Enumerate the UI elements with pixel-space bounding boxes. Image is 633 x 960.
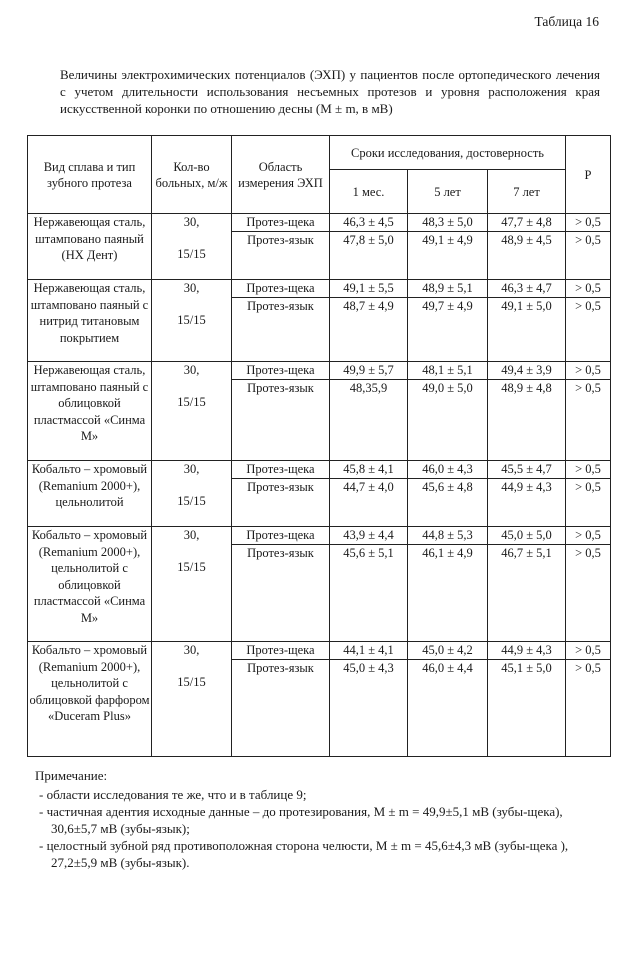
- value-5-years-line: 46,0 ± 4,4: [422, 661, 473, 675]
- header-terms: Сроки исследования, достоверность: [330, 136, 566, 170]
- value-1-month-line: 44,7 ± 4,0: [343, 480, 394, 494]
- area-cell: [232, 642, 330, 757]
- table-row: [28, 461, 611, 527]
- patient-count-total: 30,: [183, 643, 200, 657]
- value-7-years: [488, 214, 566, 280]
- value-7-years-line: 45,5 ± 4,7: [488, 461, 565, 479]
- value-1-month: [330, 642, 408, 757]
- value-5-years-line: 49,0 ± 5,0: [422, 381, 473, 395]
- area-cell-line: Протез-щека: [232, 527, 329, 545]
- value-1-month-line: 49,9 ± 5,7: [330, 362, 407, 380]
- value-5-years-line: 46,1 ± 4,9: [422, 546, 473, 560]
- p-value-cell-line: > 0,5: [575, 546, 601, 560]
- patient-count-total: 30,: [183, 462, 200, 476]
- value-1-month: [330, 280, 408, 362]
- value-1-month-line: 47,8 ± 5,0: [343, 233, 394, 247]
- p-value-cell-line: > 0,5: [575, 299, 601, 313]
- value-5-years-line: 44,8 ± 5,3: [408, 527, 487, 545]
- p-value-cell-line: > 0,5: [575, 233, 601, 247]
- p-value-cell-line: > 0,5: [566, 527, 610, 545]
- area-cell-line: Протез-щека: [232, 280, 329, 298]
- value-1-month-line: 43,9 ± 4,4: [330, 527, 407, 545]
- value-1-month-line: 46,3 ± 4,5: [330, 214, 407, 232]
- value-7-years-line: 48,9 ± 4,5: [501, 233, 552, 247]
- p-value-cell: [566, 461, 611, 527]
- value-1-month: [330, 527, 408, 642]
- area-cell: [232, 280, 330, 362]
- value-7-years-line: 46,3 ± 4,7: [488, 280, 565, 298]
- table-row: [28, 280, 611, 362]
- area-cell-line: Протез-щека: [232, 362, 329, 380]
- table-caption: Величины электрохимических потенциалов (ЭХП) у пациентов после ортопедического лечения с учетом длительности использования несъемных протезов и уровня расположения края искусственной коронки по отношению десны (M ± m, в мВ): [60, 67, 600, 116]
- value-5-years: [408, 362, 488, 461]
- header-count: Кол-во больных, м/ж: [152, 136, 232, 214]
- alloy-cell: Кобальто – хромовый (Remanium 2000+), цельнолитой с облицовкой фарфором «Duceram Plus»: [28, 642, 152, 757]
- patient-count-cell: [152, 214, 232, 280]
- table-row: [28, 214, 611, 280]
- value-7-years-line: 48,9 ± 4,8: [501, 381, 552, 395]
- area-cell-line: Протез-язык: [247, 233, 314, 247]
- p-value-cell-line: > 0,5: [566, 214, 610, 232]
- value-7-years-line: 44,9 ± 4,3: [501, 480, 552, 494]
- area-cell-line: Протез-щека: [232, 461, 329, 479]
- p-value-cell-line: > 0,5: [575, 381, 601, 395]
- value-5-years: [408, 461, 488, 527]
- value-7-years-line: 45,1 ± 5,0: [501, 661, 552, 675]
- patient-count-cell: [152, 527, 232, 642]
- value-7-years-line: 45,0 ± 5,0: [488, 527, 565, 545]
- value-7-years-line: 47,7 ± 4,8: [488, 214, 565, 232]
- value-7-years: [488, 461, 566, 527]
- value-1-month: [330, 461, 408, 527]
- value-5-years-line: 49,1 ± 4,9: [422, 233, 473, 247]
- alloy-cell: Нержавеющая сталь, штамповано паяный с нитрид титановым покрытием: [28, 280, 152, 362]
- patient-count-cell: [152, 461, 232, 527]
- area-cell-line: Протез-язык: [247, 661, 314, 675]
- area-cell: [232, 362, 330, 461]
- value-5-years-line: 46,0 ± 4,3: [408, 461, 487, 479]
- patient-count-total: 30,: [183, 363, 200, 377]
- value-1-month-line: 45,8 ± 4,1: [330, 461, 407, 479]
- value-5-years-line: 48,3 ± 5,0: [408, 214, 487, 232]
- value-5-years: [408, 642, 488, 757]
- value-7-years-line: 46,7 ± 5,1: [501, 546, 552, 560]
- patient-count-gender: 15/15: [177, 560, 206, 574]
- table-row: [28, 527, 611, 642]
- value-5-years-line: 45,0 ± 4,2: [408, 642, 487, 660]
- area-cell: [232, 527, 330, 642]
- patient-count-total: 30,: [183, 281, 200, 295]
- table-body: [28, 214, 611, 757]
- value-5-years: [408, 280, 488, 362]
- area-cell-line: Протез-щека: [232, 214, 329, 232]
- p-value-cell: [566, 642, 611, 757]
- note-item: - частичная адентия исходные данные – до протезирования, M ± m = 49,9±5,1 мВ (зубы-щека), 30,6±5,7 мВ (зубы-язык);: [39, 804, 563, 836]
- note-item: - области исследования те же, что и в таблице 9;: [39, 787, 307, 802]
- p-value-cell: [566, 362, 611, 461]
- value-7-years-line: 49,4 ± 3,9: [488, 362, 565, 380]
- value-7-years: [488, 362, 566, 461]
- note-item: - целостный зубной ряд противоположная сторона челюсти, M ± m = 45,6±4,3 мВ (зубы-щека ), 27,2±5,9 мВ (зубы-язык).: [39, 838, 569, 870]
- patient-count-gender: 15/15: [177, 675, 206, 689]
- header-term-7-years: 7 лет: [488, 170, 566, 214]
- value-1-month-line: 45,0 ± 4,3: [343, 661, 394, 675]
- p-value-cell-line: > 0,5: [575, 661, 601, 675]
- value-5-years: [408, 214, 488, 280]
- value-7-years: [488, 527, 566, 642]
- area-cell-line: Протез-язык: [247, 480, 314, 494]
- value-7-years-line: 49,1 ± 5,0: [501, 299, 552, 313]
- value-1-month-line: 48,7 ± 4,9: [343, 299, 394, 313]
- p-value-cell-line: > 0,5: [566, 362, 610, 380]
- value-5-years: [408, 527, 488, 642]
- header-term-5-years: 5 лет: [408, 170, 488, 214]
- value-1-month-line: 45,6 ± 5,1: [343, 546, 394, 560]
- patient-count-cell: [152, 280, 232, 362]
- table-row: [28, 362, 611, 461]
- p-value-cell: [566, 214, 611, 280]
- alloy-cell: Нержавеющая сталь, штамповано паяный (НХ Дент): [28, 214, 152, 280]
- notes-list: [27, 786, 602, 871]
- patient-count-gender: 15/15: [177, 494, 206, 508]
- p-value-cell: [566, 527, 611, 642]
- alloy-cell: Кобальто – хромовый (Remanium 2000+), цельнолитой: [28, 461, 152, 527]
- p-value-cell: [566, 280, 611, 362]
- alloy-cell: Кобальто – хромовый (Remanium 2000+), цельнолитой с облицовкой пластмассой «Синма М»: [28, 527, 152, 642]
- area-cell-line: Протез-язык: [247, 299, 314, 313]
- p-value-cell-line: > 0,5: [575, 480, 601, 494]
- value-1-month-line: 44,1 ± 4,1: [330, 642, 407, 660]
- patient-count-cell: [152, 362, 232, 461]
- patient-count-gender: 15/15: [177, 313, 206, 327]
- value-1-month-line: 48,35,9: [349, 381, 388, 395]
- area-cell-line: Протез-язык: [247, 381, 314, 395]
- p-value-cell-line: > 0,5: [566, 461, 610, 479]
- header-term-1-month: 1 мес.: [330, 170, 408, 214]
- value-5-years-line: 48,1 ± 5,1: [408, 362, 487, 380]
- table-number-label: Таблица 16: [534, 14, 599, 29]
- value-5-years-line: 49,7 ± 4,9: [422, 299, 473, 313]
- value-5-years-line: 45,6 ± 4,8: [422, 480, 473, 494]
- patient-count-gender: 15/15: [177, 395, 206, 409]
- value-1-month: [330, 214, 408, 280]
- table-row: [28, 642, 611, 757]
- area-cell: [232, 214, 330, 280]
- potentials-table: [27, 135, 611, 757]
- alloy-cell: Нержавеющая сталь, штамповано паяный с облицовкой пластмассой «Синма М»: [28, 362, 152, 461]
- value-7-years-line: 44,9 ± 4,3: [488, 642, 565, 660]
- p-value-cell-line: > 0,5: [566, 642, 610, 660]
- header-alloy: Вид сплава и тип зубного протеза: [28, 136, 152, 214]
- header-p: P: [566, 136, 611, 214]
- value-7-years: [488, 642, 566, 757]
- patient-count-cell: [152, 642, 232, 757]
- notes-title: Примечание:: [35, 768, 108, 783]
- value-5-years-line: 48,9 ± 5,1: [408, 280, 487, 298]
- value-7-years: [488, 280, 566, 362]
- patient-count-gender: 15/15: [177, 247, 206, 261]
- area-cell-line: Протез-язык: [247, 546, 314, 560]
- patient-count-total: 30,: [183, 215, 200, 229]
- notes-section: [27, 767, 602, 871]
- p-value-cell-line: > 0,5: [566, 280, 610, 298]
- area-cell-line: Протез-щека: [232, 642, 329, 660]
- header-area: Область измерения ЭХП: [232, 136, 330, 214]
- area-cell: [232, 461, 330, 527]
- patient-count-total: 30,: [183, 528, 200, 542]
- value-1-month: [330, 362, 408, 461]
- value-1-month-line: 49,1 ± 5,5: [330, 280, 407, 298]
